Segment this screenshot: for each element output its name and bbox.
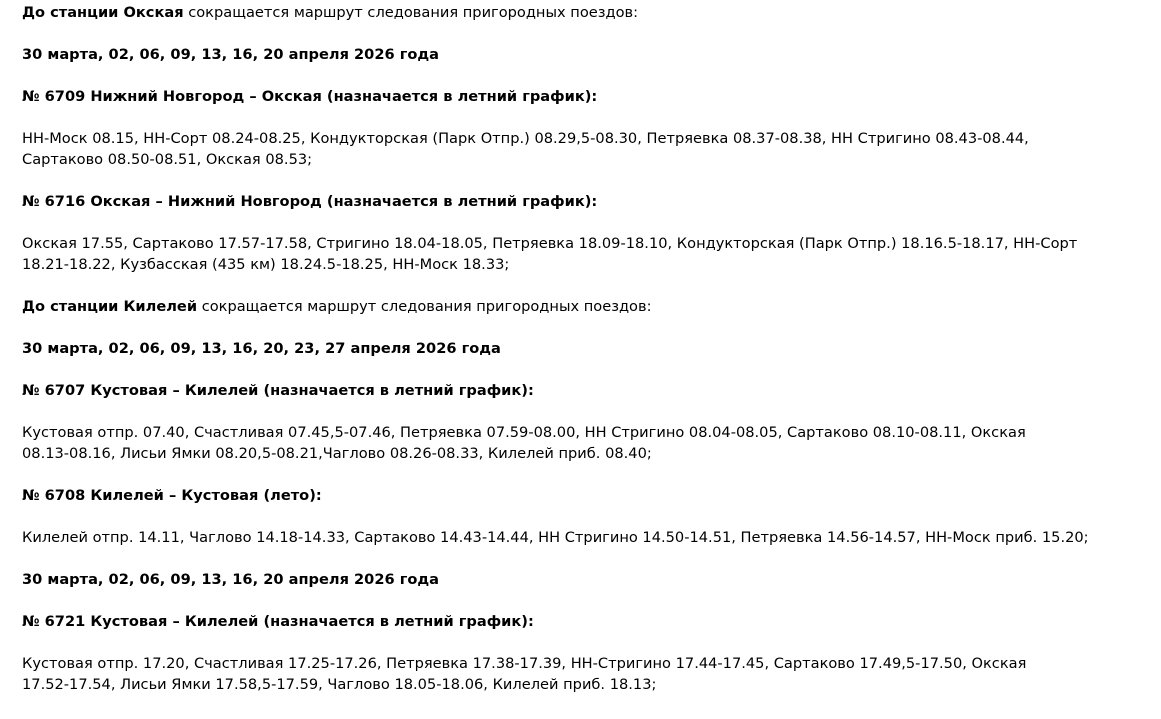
train-title: № 6721 Кустовая – Килелей (назначается в летний график): — [22, 613, 534, 630]
dates-heading: 30 марта, 02, 06, 09, 13, 16, 20, 23, 27 апреля 2026 года — [22, 340, 501, 357]
schedule-document — [22, 2, 1152, 695]
dates-heading: 30 марта, 02, 06, 09, 13, 16, 20 апреля 2026 года — [22, 46, 439, 63]
train-stops-line: НН-Моск 08.15, НН-Сорт 08.24-08.25, Кондукторская (Парк Отпр.) 08.29,5-08.30, Петряевка 08.37-08.38, НН Стригино 08.43-08.44, — [22, 130, 1029, 147]
intro-prefix: До станции — [22, 298, 124, 315]
station-name: Окская — [123, 4, 184, 21]
train-title: № 6708 Килелей – Кустовая (лето): — [22, 487, 322, 504]
section-intro-okskaya — [22, 2, 1152, 23]
train-stops-line: 08.13-08.16, Лисьи Ямки 08.20,5-08.21,Чаглово 08.26-08.33, Килелей приб. 08.40; — [22, 445, 652, 462]
dates-heading: 30 марта, 02, 06, 09, 13, 16, 20 апреля 2026 года — [22, 571, 439, 588]
intro-suffix: сокращается маршрут следования пригородных поездов: — [183, 4, 639, 21]
train-title: № 6716 Окская – Нижний Новгород (назначается в летний график): — [22, 193, 598, 210]
section-intro-kileley — [22, 296, 1152, 317]
train-title: № 6709 Нижний Новгород – Окская (назначается в летний график): — [22, 88, 598, 105]
train-stops-line: Килелей отпр. 14.11, Чаглово 14.18-14.33, Сартаково 14.43-14.44, НН Стригино 14.50-14.51, Петряевка 14.56-14.57, НН-Моск приб. 15.20; — [22, 529, 1089, 546]
intro-suffix: сокращается маршрут следования пригородных поездов: — [197, 298, 652, 315]
train-stops-line: 18.21-18.22, Кузбасская (435 км) 18.24.5-18.25, НН-Моск 18.33; — [22, 256, 510, 273]
train-stops-line: Кустовая отпр. 07.40, Счастливая 07.45,5-07.46, Петряевка 07.59-08.00, НН Стригино 08.04-08.05, Сартаково 08.10-08.11, Окская — [22, 424, 1026, 441]
train-title: № 6707 Кустовая – Килелей (назначается в летний график): — [22, 382, 534, 399]
intro-prefix: До станции — [22, 4, 124, 21]
train-stops-line: Кустовая отпр. 17.20, Счастливая 17.25-17.26, Петряевка 17.38-17.39, НН-Стригино 17.44-17.45, Сартаково 17.49,5-17.50, Окская — [22, 655, 1027, 672]
station-name: Килелей — [123, 298, 198, 315]
train-stops-line: Окская 17.55, Сартаково 17.57-17.58, Стригино 18.04-18.05, Петряевка 18.09-18.10, Кондукторская (Парк Отпр.) 18.16.5-18.17, НН-Сорт — [22, 235, 1078, 252]
train-stops-line: Сартаково 08.50-08.51, Окская 08.53; — [22, 151, 313, 168]
train-stops-line: 17.52-17.54, Лисьи Ямки 17.58,5-17.59, Чаглово 18.05-18.06, Килелей приб. 18.13; — [22, 676, 657, 693]
